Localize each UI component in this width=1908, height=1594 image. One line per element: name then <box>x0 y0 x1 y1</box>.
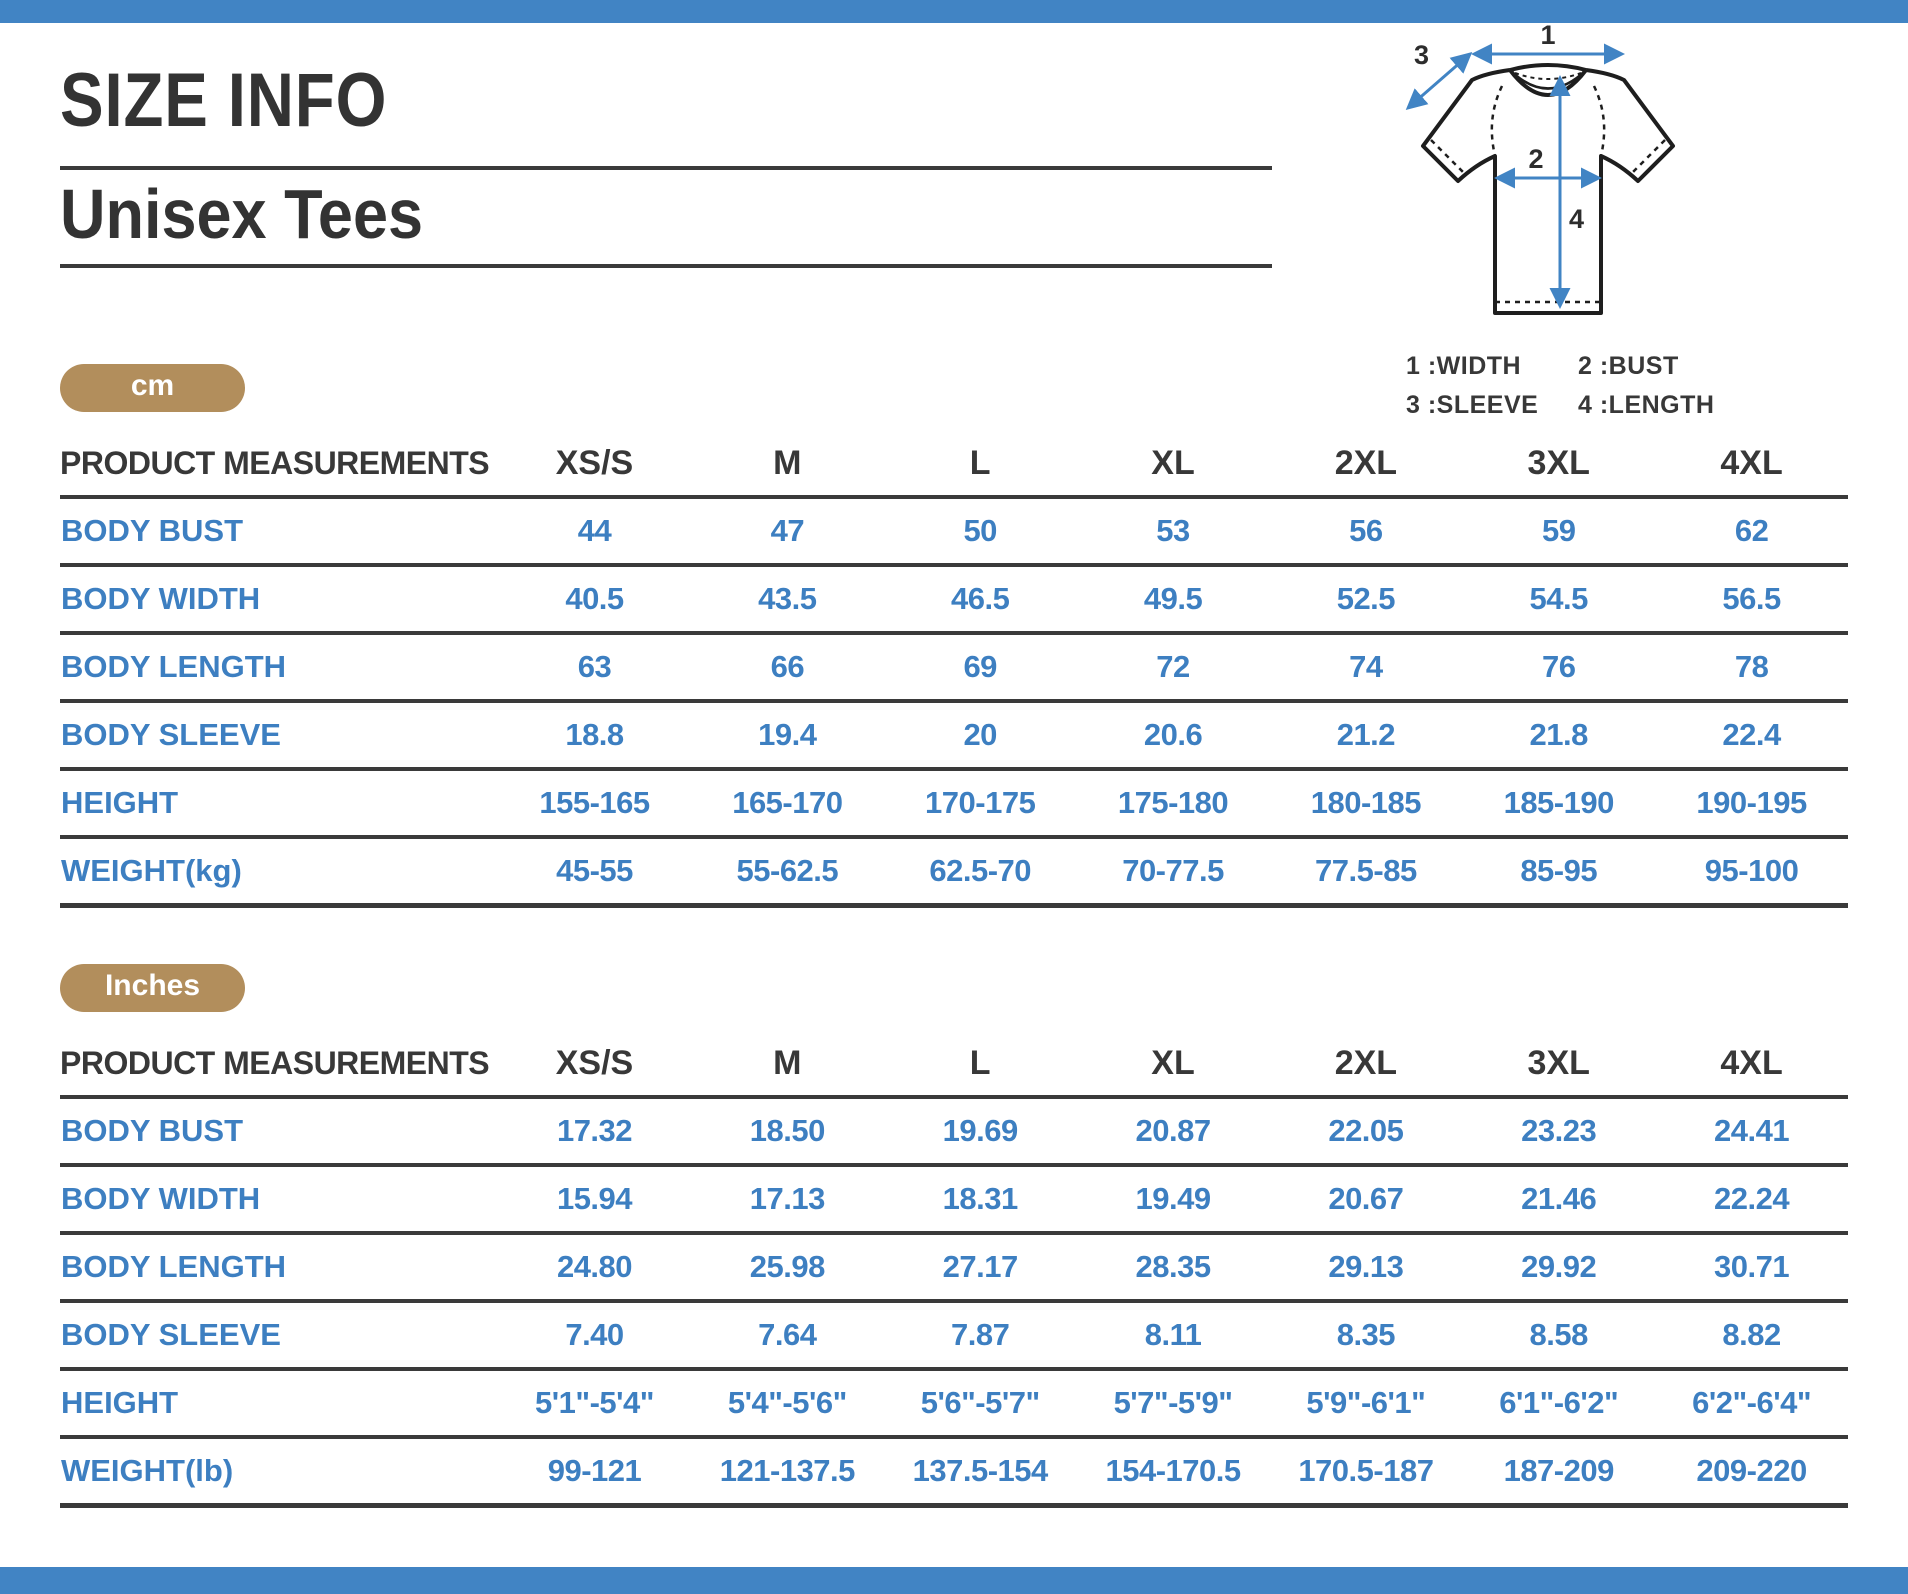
cell-value: 95-100 <box>1655 837 1848 906</box>
cell-value: 59 <box>1462 497 1655 565</box>
size-table-inches <box>60 1038 1848 1508</box>
legend-item-sleeve: 3 :SLEEVE <box>1406 391 1539 419</box>
col-header-product-measurements: PRODUCT MEASUREMENTS <box>60 438 498 497</box>
cell-value: 25.98 <box>691 1233 884 1301</box>
cell-value: 56.5 <box>1655 565 1848 633</box>
cell-value: 45-55 <box>498 837 691 906</box>
tshirt-icon <box>1398 16 1698 346</box>
cell-value: 20.87 <box>1077 1097 1270 1165</box>
row-label: BODY WIDTH <box>60 565 498 633</box>
table-row-body-width <box>60 1165 1848 1233</box>
col-header-product-measurements: PRODUCT MEASUREMENTS <box>60 1038 498 1097</box>
cell-value: 40.5 <box>498 565 691 633</box>
cell-value: 70-77.5 <box>1077 837 1270 906</box>
col-header-4xl: 4XL <box>1655 438 1848 497</box>
table-row-body-bust <box>60 497 1848 565</box>
cell-value: 85-95 <box>1462 837 1655 906</box>
tshirt-measurement-diagram <box>1398 16 1720 420</box>
cell-value: 44 <box>498 497 691 565</box>
row-label: BODY WIDTH <box>60 1165 498 1233</box>
cell-value: 155-165 <box>498 769 691 837</box>
cell-value: 66 <box>691 633 884 701</box>
cell-value: 7.40 <box>498 1301 691 1369</box>
table-row-body-width <box>60 565 1848 633</box>
row-label: BODY LENGTH <box>60 633 498 701</box>
cell-value: 170.5-187 <box>1269 1437 1462 1506</box>
cell-value: 62 <box>1655 497 1848 565</box>
col-header-m: M <box>691 438 884 497</box>
row-label: WEIGHT(kg) <box>60 837 498 906</box>
col-header-m: M <box>691 1038 884 1097</box>
col-header-xl: XL <box>1077 438 1270 497</box>
legend-item-bust: 2 :BUST <box>1578 352 1679 380</box>
cell-value: 43.5 <box>691 565 884 633</box>
cell-value: 78 <box>1655 633 1848 701</box>
cell-value: 21.46 <box>1462 1165 1655 1233</box>
cell-value: 5'1"-5'4" <box>498 1369 691 1437</box>
cell-value: 52.5 <box>1269 565 1462 633</box>
cell-value: 24.80 <box>498 1233 691 1301</box>
legend-item-width: 1 :WIDTH <box>1406 352 1522 380</box>
diagram-legend <box>1406 352 1720 420</box>
length-arrow-label: 4 <box>1569 204 1585 234</box>
cell-value: 18.31 <box>884 1165 1077 1233</box>
cell-value: 54.5 <box>1462 565 1655 633</box>
cell-value: 18.50 <box>691 1097 884 1165</box>
table-row-body-sleeve <box>60 701 1848 769</box>
cell-value: 185-190 <box>1462 769 1655 837</box>
col-header-3xl: 3XL <box>1462 1038 1655 1097</box>
size-table-cm <box>60 438 1848 908</box>
cell-value: 50 <box>884 497 1077 565</box>
col-header-4xl: 4XL <box>1655 1038 1848 1097</box>
table-row-body-bust <box>60 1097 1848 1165</box>
cell-value: 5'9"-6'1" <box>1269 1369 1462 1437</box>
cell-value: 170-175 <box>884 769 1077 837</box>
width-arrow-label: 1 <box>1540 20 1556 50</box>
cell-value: 5'7"-5'9" <box>1077 1369 1270 1437</box>
cell-value: 19.49 <box>1077 1165 1270 1233</box>
row-label: HEIGHT <box>60 769 498 837</box>
cell-value: 30.71 <box>1655 1233 1848 1301</box>
page-title: SIZE INFO <box>60 58 388 143</box>
col-header-l: L <box>884 1038 1077 1097</box>
cell-value: 55-62.5 <box>691 837 884 906</box>
cell-value: 76 <box>1462 633 1655 701</box>
table-row-weight-kg <box>60 837 1848 906</box>
table-row-body-length <box>60 1233 1848 1301</box>
cell-value: 5'4"-5'6" <box>691 1369 884 1437</box>
cell-value: 5'6"-5'7" <box>884 1369 1077 1437</box>
row-label: BODY BUST <box>60 497 498 565</box>
cell-value: 24.41 <box>1655 1097 1848 1165</box>
cell-value: 46.5 <box>884 565 1077 633</box>
cell-value: 8.82 <box>1655 1301 1848 1369</box>
cell-value: 99-121 <box>498 1437 691 1506</box>
cell-value: 15.94 <box>498 1165 691 1233</box>
cell-value: 8.35 <box>1269 1301 1462 1369</box>
cell-value: 22.4 <box>1655 701 1848 769</box>
cell-value: 154-170.5 <box>1077 1437 1270 1506</box>
page-subtitle: Unisex Tees <box>60 175 424 253</box>
header-row <box>60 1038 1848 1097</box>
cell-value: 8.11 <box>1077 1301 1270 1369</box>
bottom-accent-bar <box>0 1567 1908 1594</box>
subtitle-rule-block <box>60 166 1272 268</box>
cell-value: 121-137.5 <box>691 1437 884 1506</box>
cell-value: 19.4 <box>691 701 884 769</box>
row-label: BODY BUST <box>60 1097 498 1165</box>
legend-item-length: 4 :LENGTH <box>1578 391 1715 419</box>
cell-value: 56 <box>1269 497 1462 565</box>
cell-value: 21.8 <box>1462 701 1655 769</box>
cell-value: 49.5 <box>1077 565 1270 633</box>
table-row-body-length <box>60 633 1848 701</box>
row-label: HEIGHT <box>60 1369 498 1437</box>
cell-value: 19.69 <box>884 1097 1077 1165</box>
cell-value: 137.5-154 <box>884 1437 1077 1506</box>
col-header-l: L <box>884 438 1077 497</box>
table-row-height <box>60 1369 1848 1437</box>
row-label: BODY SLEEVE <box>60 701 498 769</box>
cell-value: 20.67 <box>1269 1165 1462 1233</box>
cell-value: 20.6 <box>1077 701 1270 769</box>
sleeve-arrow-label: 3 <box>1414 40 1430 70</box>
col-header-xss: XS/S <box>498 438 691 497</box>
cell-value: 7.87 <box>884 1301 1077 1369</box>
table-row-body-sleeve <box>60 1301 1848 1369</box>
col-header-2xl: 2XL <box>1269 438 1462 497</box>
cell-value: 53 <box>1077 497 1270 565</box>
table-row-height <box>60 769 1848 837</box>
cell-value: 69 <box>884 633 1077 701</box>
row-label: BODY SLEEVE <box>60 1301 498 1369</box>
cell-value: 22.05 <box>1269 1097 1462 1165</box>
cell-value: 27.17 <box>884 1233 1077 1301</box>
cell-value: 28.35 <box>1077 1233 1270 1301</box>
cell-value: 29.92 <box>1462 1233 1655 1301</box>
cell-value: 209-220 <box>1655 1437 1848 1506</box>
cell-value: 47 <box>691 497 884 565</box>
cell-value: 74 <box>1269 633 1462 701</box>
bust-arrow-label: 2 <box>1528 144 1544 174</box>
cell-value: 22.24 <box>1655 1165 1848 1233</box>
cell-value: 72 <box>1077 633 1270 701</box>
row-label: WEIGHT(lb) <box>60 1437 498 1506</box>
table-row-weight-lb <box>60 1437 1848 1506</box>
cell-value: 175-180 <box>1077 769 1270 837</box>
cell-value: 77.5-85 <box>1269 837 1462 906</box>
col-header-xss: XS/S <box>498 1038 691 1097</box>
cell-value: 63 <box>498 633 691 701</box>
cell-value: 7.64 <box>691 1301 884 1369</box>
cell-value: 190-195 <box>1655 769 1848 837</box>
cell-value: 180-185 <box>1269 769 1462 837</box>
cell-value: 20 <box>884 701 1077 769</box>
cell-value: 62.5-70 <box>884 837 1077 906</box>
cell-value: 23.23 <box>1462 1097 1655 1165</box>
unit-badge-inches: Inches <box>60 964 245 1012</box>
cell-value: 18.8 <box>498 701 691 769</box>
cell-value: 165-170 <box>691 769 884 837</box>
cell-value: 187-209 <box>1462 1437 1655 1506</box>
cell-value: 8.58 <box>1462 1301 1655 1369</box>
col-header-2xl: 2XL <box>1269 1038 1462 1097</box>
col-header-3xl: 3XL <box>1462 438 1655 497</box>
cell-value: 6'1"-6'2" <box>1462 1369 1655 1437</box>
cell-value: 29.13 <box>1269 1233 1462 1301</box>
col-header-xl: XL <box>1077 1038 1270 1097</box>
unit-badge-cm: cm <box>60 364 245 412</box>
cell-value: 17.32 <box>498 1097 691 1165</box>
cell-value: 21.2 <box>1269 701 1462 769</box>
row-label: BODY LENGTH <box>60 1233 498 1301</box>
cell-value: 17.13 <box>691 1165 884 1233</box>
header-row <box>60 438 1848 497</box>
cell-value: 6'2"-6'4" <box>1655 1369 1848 1437</box>
